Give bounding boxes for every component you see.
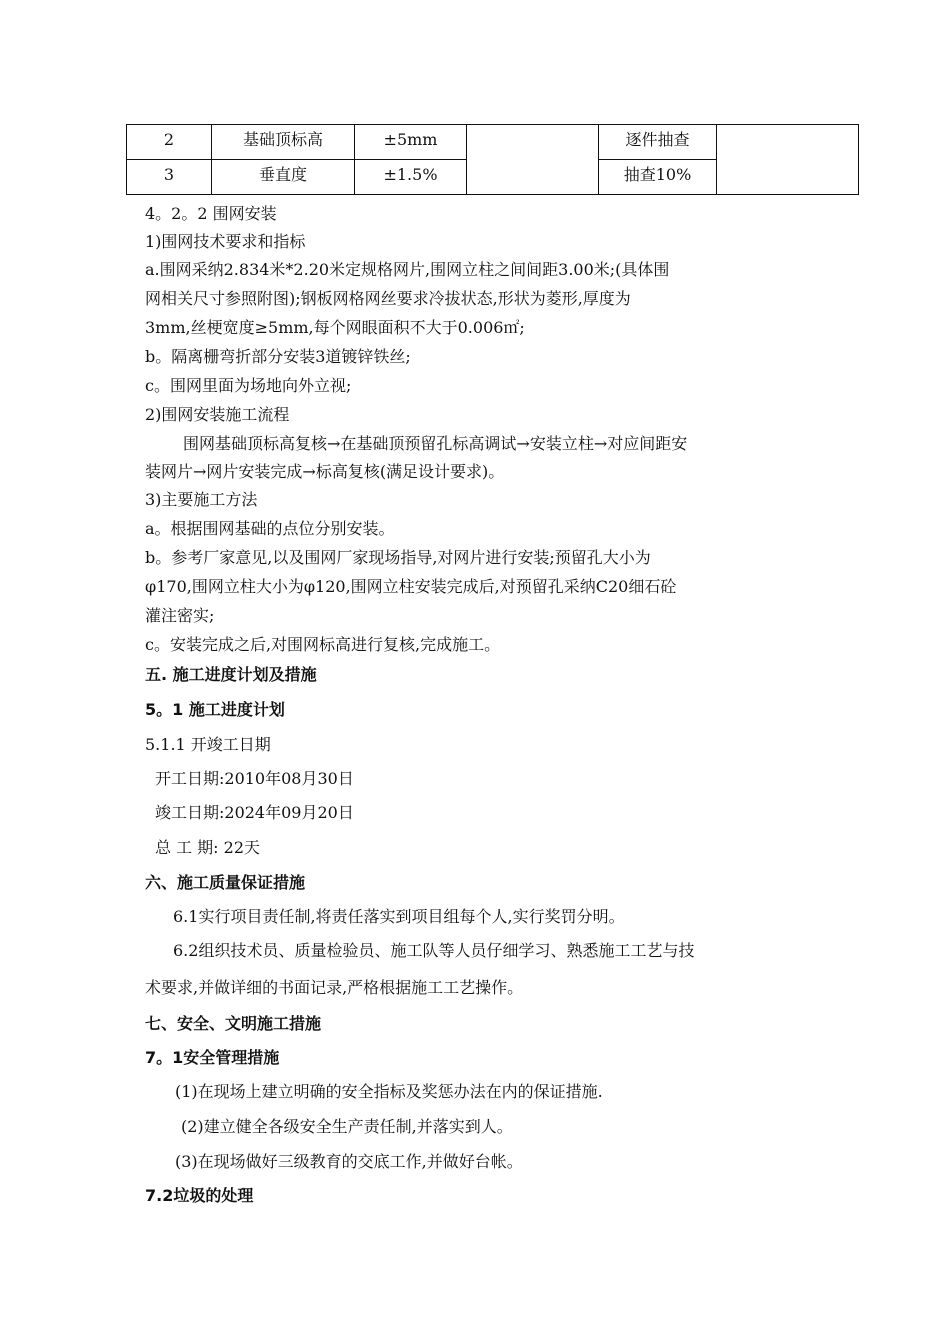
subsection-heading: 7。1安全管理措施 — [145, 1048, 280, 1067]
paragraph-line: (2)建立健全各级安全生产责任制,并落实到人。 — [181, 1117, 513, 1136]
paragraph-line: 灌注密实; — [145, 606, 215, 625]
paragraph-line: b。参考厂家意见,以及围网厂家现场指导,对网片进行安装;预留孔大小为 — [145, 548, 651, 567]
paragraph-line: 2)围网安装施工流程 — [145, 405, 290, 424]
paragraph-line: a。根据围网基础的点位分别安装。 — [145, 519, 395, 538]
paragraph-line: 3mm,丝梗宽度≥5mm,每个网眼面积不大于0.006㎡; — [145, 318, 525, 337]
paragraph-line: 3)主要施工方法 — [145, 490, 258, 509]
tolerance: ±1.5% — [355, 160, 467, 195]
paragraph-line: 1)围网技术要求和指标 — [145, 232, 306, 251]
paragraph-line: 6.1实行项目责任制,将责任落实到项目组每个人,实行奖罚分明。 — [173, 907, 625, 926]
check-item: 基础顶标高 — [212, 125, 355, 160]
paragraph-line: (1)在现场上建立明确的安全指标及奖惩办法在内的保证措施. — [175, 1082, 603, 1101]
paragraph-line: b。隔离栅弯折部分安装3道镀锌铁丝; — [145, 347, 411, 366]
paragraph-line: c。围网里面为场地向外立视; — [145, 376, 352, 395]
paragraph-line: 5.1.1 开竣工日期 — [145, 735, 271, 754]
row-number: 3 — [127, 160, 212, 195]
paragraph-line: 装网片→网片安装完成→标高复核(满足设计要求)。 — [145, 462, 505, 481]
tolerance: ±5mm — [355, 125, 467, 160]
subsection-heading: 5。1 施工进度计划 — [145, 700, 285, 719]
completion-date: 竣工日期:2024年09月20日 — [155, 803, 354, 822]
paragraph-line: 术要求,并做详细的书面记录,严格根据施工工艺操作。 — [145, 978, 524, 997]
paragraph-line: 网相关尺寸参照附图);钢板网格网丝要求冷拔状态,形状为菱形,厚度为 — [145, 289, 631, 308]
paragraph-line: φ170,围网立柱大小为φ120,围网立柱安装完成后,对预留孔采纳C20细石砼 — [145, 577, 677, 596]
paragraph-line: a.围网采纳2.834米*2.20米定规格网片,围网立柱之间间距3.00米;(具体围 — [145, 260, 670, 279]
subsection-heading: 7.2垃圾的处理 — [145, 1186, 254, 1205]
inspection-table — [126, 124, 859, 195]
paragraph-line: c。安装完成之后,对围网标高进行复核,完成施工。 — [145, 635, 501, 654]
paragraph-line: 围网基础顶标高复核→在基础顶预留孔标高调试→安装立柱→对应间距安 — [183, 434, 688, 453]
paragraph-line: 6.2组织技术员、质量检验员、施工队等人员仔细学习、熟悉施工工艺与技 — [173, 941, 695, 960]
row-number: 2 — [127, 125, 212, 160]
empty-cell — [717, 125, 859, 195]
inspection-method: 抽查10% — [599, 160, 717, 195]
check-item: 垂直度 — [212, 160, 355, 195]
section-heading: 五. 施工进度计划及措施 — [145, 665, 317, 684]
section-heading: 六、施工质量保证措施 — [145, 873, 306, 892]
inspection-method: 逐件抽查 — [599, 125, 717, 160]
empty-cell — [467, 125, 599, 195]
table-row — [127, 125, 859, 160]
subsection-heading: 4。2。2 围网安装 — [145, 204, 277, 223]
paragraph-line: (3)在现场做好三级教育的交底工作,并做好台帐。 — [175, 1152, 523, 1171]
total-duration: 总 工 期: 22天 — [155, 838, 261, 857]
section-heading: 七、安全、文明施工措施 — [145, 1014, 322, 1033]
start-date: 开工日期:2010年08月30日 — [155, 769, 354, 788]
